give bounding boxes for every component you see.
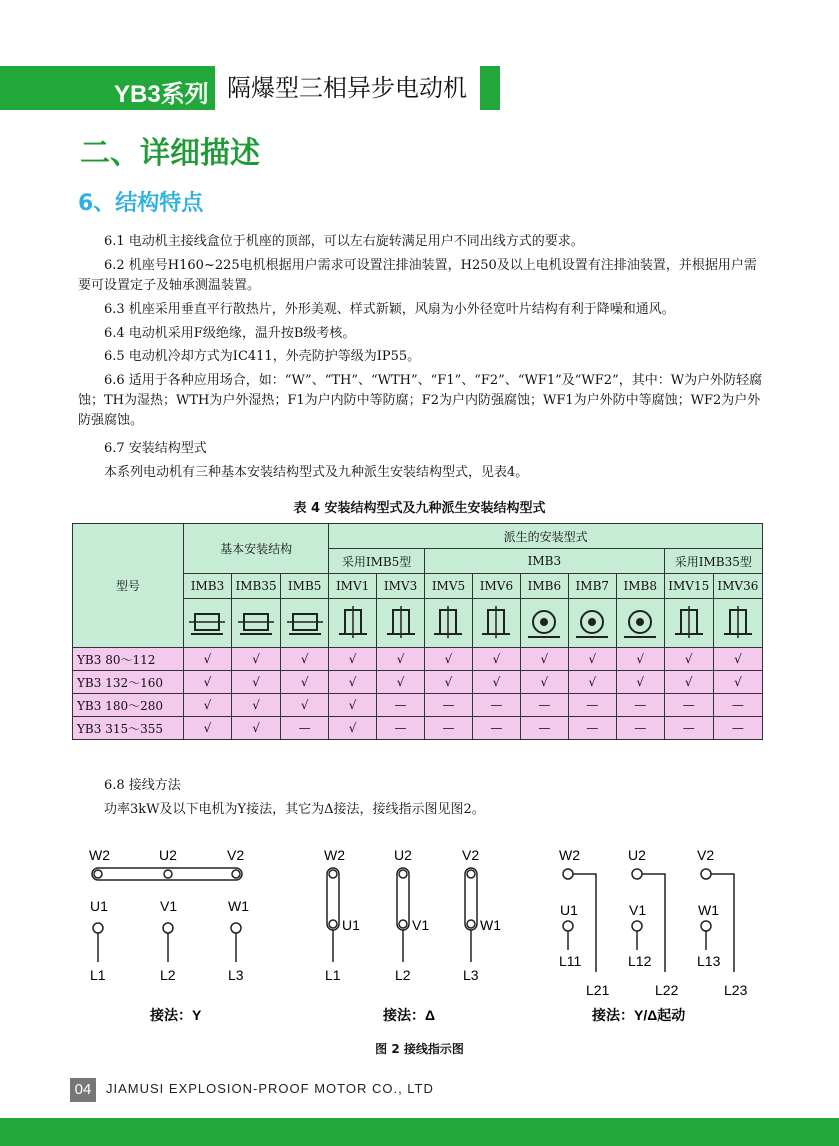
col-header: IMB7 (568, 574, 616, 599)
header-title: 隔爆型三相异步电动机 (215, 66, 480, 110)
col-header: IMV1 (329, 574, 377, 599)
row-mark: √ (377, 671, 425, 694)
company-name: JIAMUSI EXPLOSION-PROOF MOTOR CO., LTD (106, 1081, 434, 1096)
terminal (94, 870, 102, 878)
table-caption: 表 4 安装结构型式及九种派生安装结构型式 (293, 501, 546, 516)
row-mark: √ (231, 717, 280, 740)
terminal-label: V1 (412, 917, 430, 933)
row-mark: √ (425, 648, 473, 671)
section-title: 二、详细描述 (80, 136, 260, 171)
row-mark: — (568, 717, 616, 740)
caption-delta: 接法：Δ (383, 1007, 436, 1023)
row-mark: — (713, 694, 762, 717)
row-model: YB3 180～280 (73, 694, 184, 717)
footer-bar (0, 1118, 839, 1146)
row-mark: √ (377, 648, 425, 671)
mounting-icon (377, 599, 425, 648)
terminal-label: W2 (89, 847, 110, 863)
row-mark: √ (231, 694, 280, 717)
paragraph-6-8-body: 功率3kW及以下电机为Y接法，其它为Δ接法，接线指示图见图2。 (104, 802, 485, 817)
mounting-icon (616, 599, 664, 648)
mounting-icon (713, 599, 762, 648)
group-imb5: 采用IMB5型 (329, 549, 425, 574)
row-mark: √ (616, 648, 664, 671)
terminal (164, 870, 172, 878)
line-label: L23 (724, 982, 748, 998)
paragraph-6-7: 6.7 安装结构型式 (104, 441, 207, 456)
terminal-label: U1 (90, 898, 108, 914)
caption-y: 接法：Y (150, 1007, 202, 1023)
terminal-label: W1 (480, 917, 501, 933)
row-mark: √ (568, 671, 616, 694)
row-mark: √ (616, 671, 664, 694)
terminal-label: W2 (559, 847, 580, 863)
col-header: IMV15 (664, 574, 713, 599)
row-mark: √ (184, 671, 232, 694)
row-mark: √ (329, 717, 377, 740)
mounting-table (72, 523, 763, 740)
terminal (563, 921, 573, 931)
mounting-icon (472, 599, 520, 648)
subsection-title: 6、结构特点 (78, 191, 204, 216)
table-row (73, 717, 763, 740)
terminal-label: U1 (560, 902, 578, 918)
row-mark: √ (568, 648, 616, 671)
row-mark: √ (664, 648, 713, 671)
row-mark: √ (425, 671, 473, 694)
line-label: L22 (655, 982, 679, 998)
row-mark: — (520, 694, 568, 717)
row-mark: — (520, 717, 568, 740)
mounting-icon (184, 599, 232, 648)
row-mark: √ (231, 648, 280, 671)
group-imb35: 采用IMB35型 (664, 549, 762, 574)
paragraph-6-1: 6.1 电动机主接线盒位于机座的顶部，可以左右旋转满足用户不同出线方式的要求。 (104, 234, 584, 249)
caption-ydelta: 接法：Y/Δ起动 (592, 1007, 686, 1023)
terminal-label: V1 (629, 902, 647, 918)
terminal-label: W1 (698, 902, 719, 918)
header-endcap (483, 66, 500, 110)
terminal-label: U2 (159, 847, 177, 863)
row-model: YB3 80～112 (73, 648, 184, 671)
terminal (93, 923, 103, 933)
paragraph-6-3: 6.3 机座采用垂直平行散热片，外形美观、样式新颖，风扇为小外径宽叶片结构有利于降噪和通风。 (104, 302, 675, 317)
paragraph-6-2: 6.2 机座号H160~225电机根据用户需求可设置注排油装置，H250及以上电机设置有注排油装置，并根据用户需要可设置定子及轴承测温装置。 (78, 258, 757, 293)
row-mark: — (664, 694, 713, 717)
wiring-diagram (0, 840, 839, 1040)
mounting-icon (664, 599, 713, 648)
mounting-icon (231, 599, 280, 648)
row-mark: √ (281, 671, 329, 694)
row-mark: √ (520, 671, 568, 694)
terminal (701, 921, 711, 931)
row-model: YB3 315～355 (73, 717, 184, 740)
terminal (231, 923, 241, 933)
line-label: L11 (559, 953, 582, 969)
group-imb3: IMB3 (425, 549, 665, 574)
header-bar (0, 66, 500, 110)
terminal (563, 869, 573, 879)
col-header: IMV6 (472, 574, 520, 599)
paragraph-6-7-body: 本系列电动机有三种基本安装结构型式及九种派生安装结构型式，见表4。 (104, 465, 529, 480)
terminal (632, 869, 642, 879)
paragraph-6-6: 6.6 适用于各种应用场合，如：“W”、“TH”、“WTH”、“F1”、“F2”、“WF1”及“WF2”，其中：W为户外防轻腐蚀；TH为湿热；WTH为户外湿热；F1为户内防中等防腐；F2为户内防强腐蚀；WF1为户外防中等腐蚀；WF2为户外防强腐蚀。 (78, 373, 763, 428)
row-mark: √ (184, 694, 232, 717)
mounting-icon (425, 599, 473, 648)
terminal-label: U2 (628, 847, 646, 863)
row-mark: — (377, 717, 425, 740)
mounting-icon (520, 599, 568, 648)
series-label: YB3系列 (114, 81, 209, 108)
row-mark: — (616, 694, 664, 717)
row-mark: √ (231, 671, 280, 694)
row-mark: √ (713, 671, 762, 694)
line-label: L21 (586, 982, 610, 998)
derived-header: 派生的安装型式 (329, 524, 763, 549)
col-header: IMV36 (713, 574, 762, 599)
terminal (329, 870, 337, 878)
table-row (73, 694, 763, 717)
row-mark: √ (472, 671, 520, 694)
terminal-label: W1 (228, 898, 249, 914)
col-header: IMB3 (184, 574, 232, 599)
col-header: IMB35 (231, 574, 280, 599)
row-mark: √ (184, 648, 232, 671)
line-label: L12 (628, 953, 652, 969)
row-mark: — (713, 717, 762, 740)
line-label: L3 (463, 967, 479, 983)
paragraph-6-8: 6.8 接线方法 (104, 778, 181, 793)
terminal (467, 920, 475, 928)
mounting-icon (281, 599, 329, 648)
row-mark: √ (329, 648, 377, 671)
basic-header: 基本安装结构 (184, 524, 329, 574)
row-mark: — (616, 717, 664, 740)
row-mark: — (568, 694, 616, 717)
row-mark: √ (329, 694, 377, 717)
terminal-label: V2 (462, 847, 480, 863)
terminal (399, 870, 407, 878)
terminal-label: V2 (697, 847, 715, 863)
col-header: IMB6 (520, 574, 568, 599)
row-mark: √ (281, 694, 329, 717)
row-mark: — (472, 717, 520, 740)
terminal (232, 870, 240, 878)
row-mark: √ (281, 648, 329, 671)
row-mark: √ (713, 648, 762, 671)
line-label: L1 (90, 967, 106, 983)
mounting-icon (329, 599, 377, 648)
line-label: L2 (395, 967, 411, 983)
row-mark: — (377, 694, 425, 717)
terminal-label: V2 (227, 847, 245, 863)
col-header: IMB5 (281, 574, 329, 599)
row-mark: √ (329, 671, 377, 694)
mounting-icon (568, 599, 616, 648)
model-header: 型号 (73, 524, 184, 648)
row-mark: — (425, 694, 473, 717)
terminal-label: U1 (342, 917, 360, 933)
line-label: L1 (325, 967, 341, 983)
line-label: L2 (160, 967, 176, 983)
row-mark: — (425, 717, 473, 740)
col-header: IMB8 (616, 574, 664, 599)
paragraph-6-4: 6.4 电动机采用F级绝缘，温升按B级考核。 (104, 326, 356, 341)
row-model: YB3 132～160 (73, 671, 184, 694)
row-mark: — (664, 717, 713, 740)
row-mark: √ (520, 648, 568, 671)
terminal (329, 920, 337, 928)
row-mark: √ (184, 717, 232, 740)
row-mark: — (281, 717, 329, 740)
line-label: L13 (697, 953, 721, 969)
row-mark: √ (664, 671, 713, 694)
table-row (73, 671, 763, 694)
terminal-label: U2 (394, 847, 412, 863)
table-row (73, 648, 763, 671)
row-mark: — (472, 694, 520, 717)
terminal (163, 923, 173, 933)
figure-caption: 图 2 接线指示图 (375, 1042, 464, 1056)
terminal (701, 869, 711, 879)
paragraph-6-5: 6.5 电动机冷却方式为IC411，外壳防护等级为IP55。 (104, 349, 421, 364)
row-mark: √ (472, 648, 520, 671)
terminal (399, 920, 407, 928)
terminal (467, 870, 475, 878)
terminal-label: V1 (160, 898, 178, 914)
col-header: IMV3 (377, 574, 425, 599)
terminal-label: W2 (324, 847, 345, 863)
col-header: IMV5 (425, 574, 473, 599)
page-number: 04 (70, 1078, 96, 1102)
line-label: L3 (228, 967, 244, 983)
terminal (632, 921, 642, 931)
